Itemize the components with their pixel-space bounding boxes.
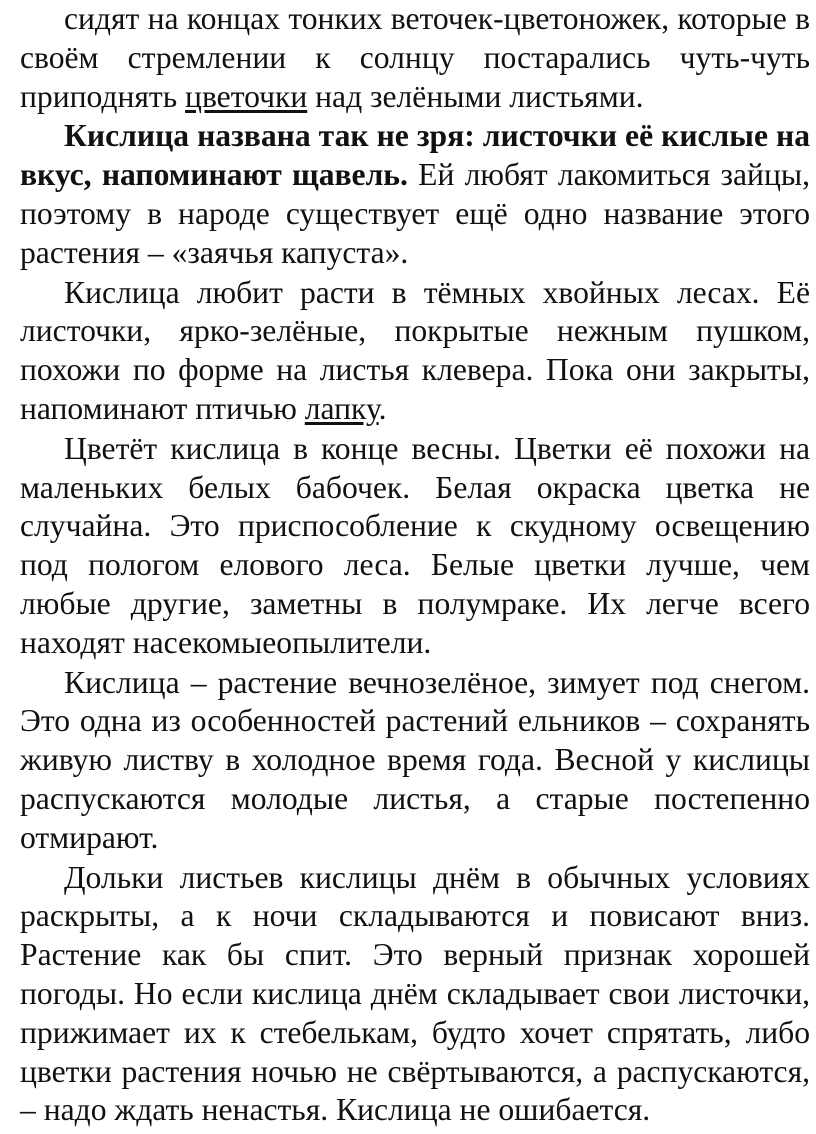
paragraph-evergreen bbox=[20, 664, 810, 858]
text-run: . bbox=[378, 390, 387, 426]
text-run: Кислица любит расти в тёмных хвойных лесах. Её листочки, ярко-зелёные, покрытые нежным пушком, похожи по форме на листья клевера. Пока они закрыты, напоминают птичью bbox=[20, 274, 810, 426]
paragraph-habitat bbox=[20, 274, 810, 429]
text-run: Дольки листьев кислицы днём в обычных условиях раскрыты, а к ночи складываются и повисают вниз. Растение как бы спит. Это верный признак хорошей погоды. Но если кислица днём складывает свои листочки, прижимает их к стебелькам, будто хочет спрятать, либо цветки растения ночью не свёртываются, а распускаются, – надо ждать ненастья. Кислица не ошибается. bbox=[20, 859, 810, 1128]
paragraph-continuation bbox=[20, 0, 810, 116]
text-run: в своём стремлении к солнцу постарались чуть-чуть приподнять bbox=[20, 1, 810, 114]
text-run: над зелёными листьями. bbox=[307, 78, 644, 114]
bold-text: Кислица названа так не зря: листочки её кислые на вкус, напоминают щавель. bbox=[20, 118, 810, 193]
text-run: Кислица – растение вечнозелёное, зимует под снегом. Это одна из особенностей растений ельников – сохранять живую листву в холодное время года. Весной у кислицы распускаются молодые листья, а старые постепенно отмирают. bbox=[20, 664, 810, 855]
underlined-word: лапку bbox=[304, 390, 379, 426]
text-line: сидят на концах тонких веточек-цветоножек, которые bbox=[64, 1, 787, 36]
underlined-word: цветочки bbox=[185, 78, 308, 114]
text-run: Ей любят лакомиться зайцы, поэтому в народе существует ещё одно название этого растения – «заячья капуста». bbox=[20, 157, 810, 270]
paragraph-flowering bbox=[20, 430, 810, 663]
text-run: Цветёт кислица в конце весны. Цветки её похожи на маленьких белых бабочек. Белая окраска цветка не случайна. Это приспособление к скудному освещению под пологом елового леса. Белые цветки лучше, чем любые другие, заметны в полумраке. Их легче всего находят насекомыеопылители. bbox=[20, 430, 810, 660]
paragraph-weather-sign bbox=[20, 859, 810, 1131]
paragraph-kislitsa-name bbox=[20, 117, 810, 272]
document-page bbox=[20, 0, 810, 1130]
